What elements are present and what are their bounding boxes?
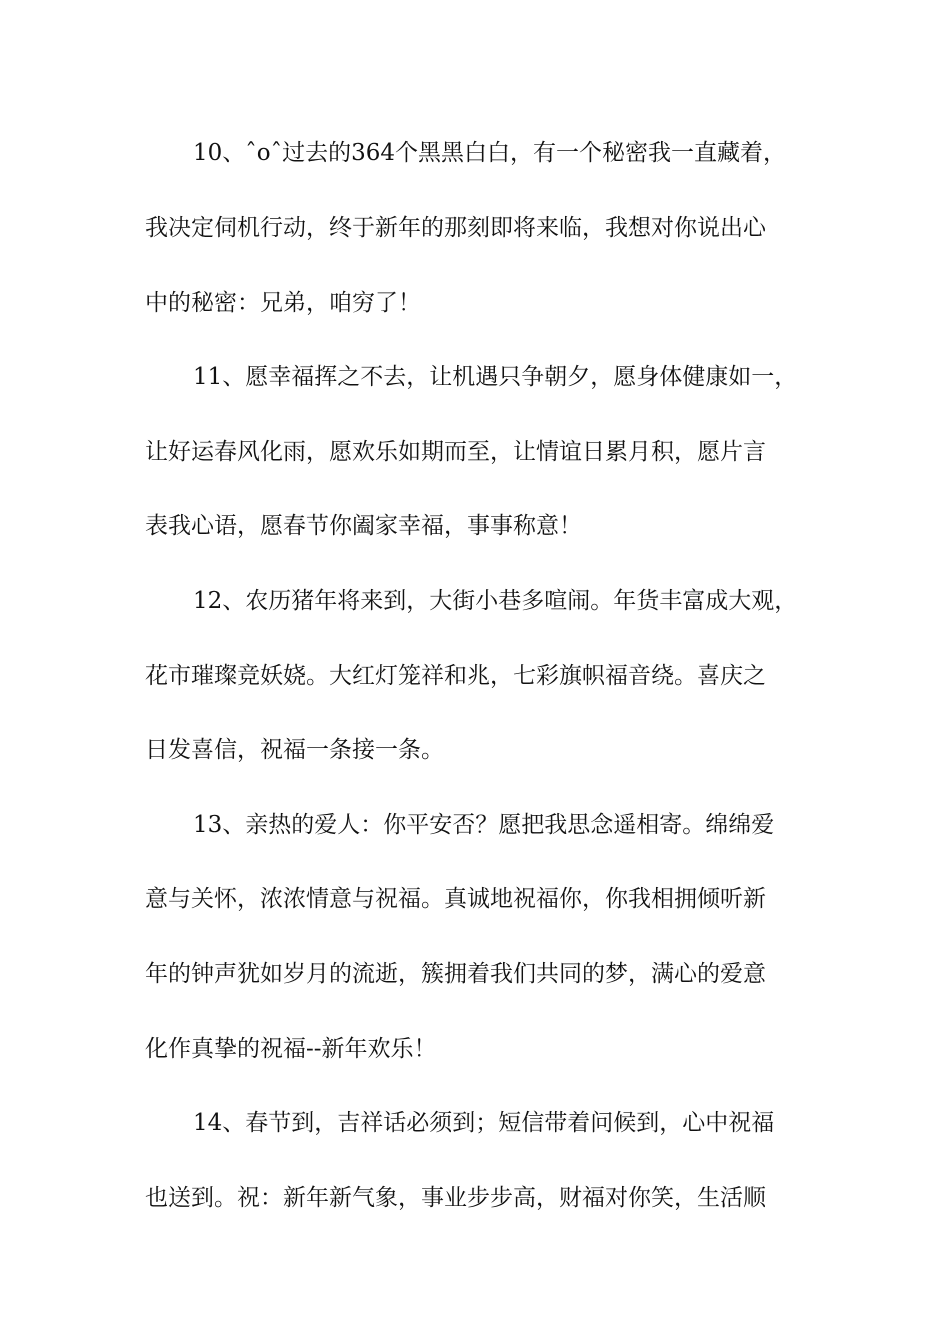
paragraph-line: 表我心语，愿春节你阖家幸福，事事称意！ <box>145 513 582 539</box>
paragraph-line: 13、亲热的爱人：你平安否？愿把我思念遥相寄。绵绵爱 <box>193 812 775 838</box>
paragraph-line: 年的钟声犹如岁月的流逝，簇拥着我们共同的梦，满心的爱意 <box>145 961 766 987</box>
paragraph-line: 我决定伺机行动，终于新年的那刻即将来临，我想对你说出心 <box>145 215 766 241</box>
paragraph-line: 意与关怀，浓浓情意与祝福。真诚地祝福你，你我相拥倾听新 <box>145 886 766 912</box>
paragraph-line: 11、愿幸福挥之不去，让机遇只争朝夕，愿身体健康如一， <box>193 364 798 390</box>
paragraph-line: 也送到。祝：新年新气象，事业步步高，财福对你笑，生活顺 <box>145 1185 766 1211</box>
paragraph-line: 12、农历猪年将来到，大街小巷多喧闹。年货丰富成大观， <box>193 588 798 614</box>
paragraph-line: 花市璀璨竞妖娆。大红灯笼祥和兆，七彩旗帜福音绕。喜庆之 <box>145 663 766 689</box>
paragraph-line: 日发喜信，祝福一条接一条。 <box>145 737 444 763</box>
paragraph-line: 10、ˆoˆ过去的364个黑黑白白，有一个秘密我一直藏着， <box>193 140 787 166</box>
paragraph-line: 中的秘密：兄弟，咱穷了！ <box>145 290 421 316</box>
paragraph-line: 让好运春风化雨，愿欢乐如期而至，让情谊日累月积，愿片言 <box>145 439 766 465</box>
paragraph-line: 14、春节到，吉祥话必须到；短信带着问候到，心中祝福 <box>193 1110 775 1136</box>
paragraph-line: 化作真挚的祝福--新年欢乐！ <box>145 1036 437 1062</box>
